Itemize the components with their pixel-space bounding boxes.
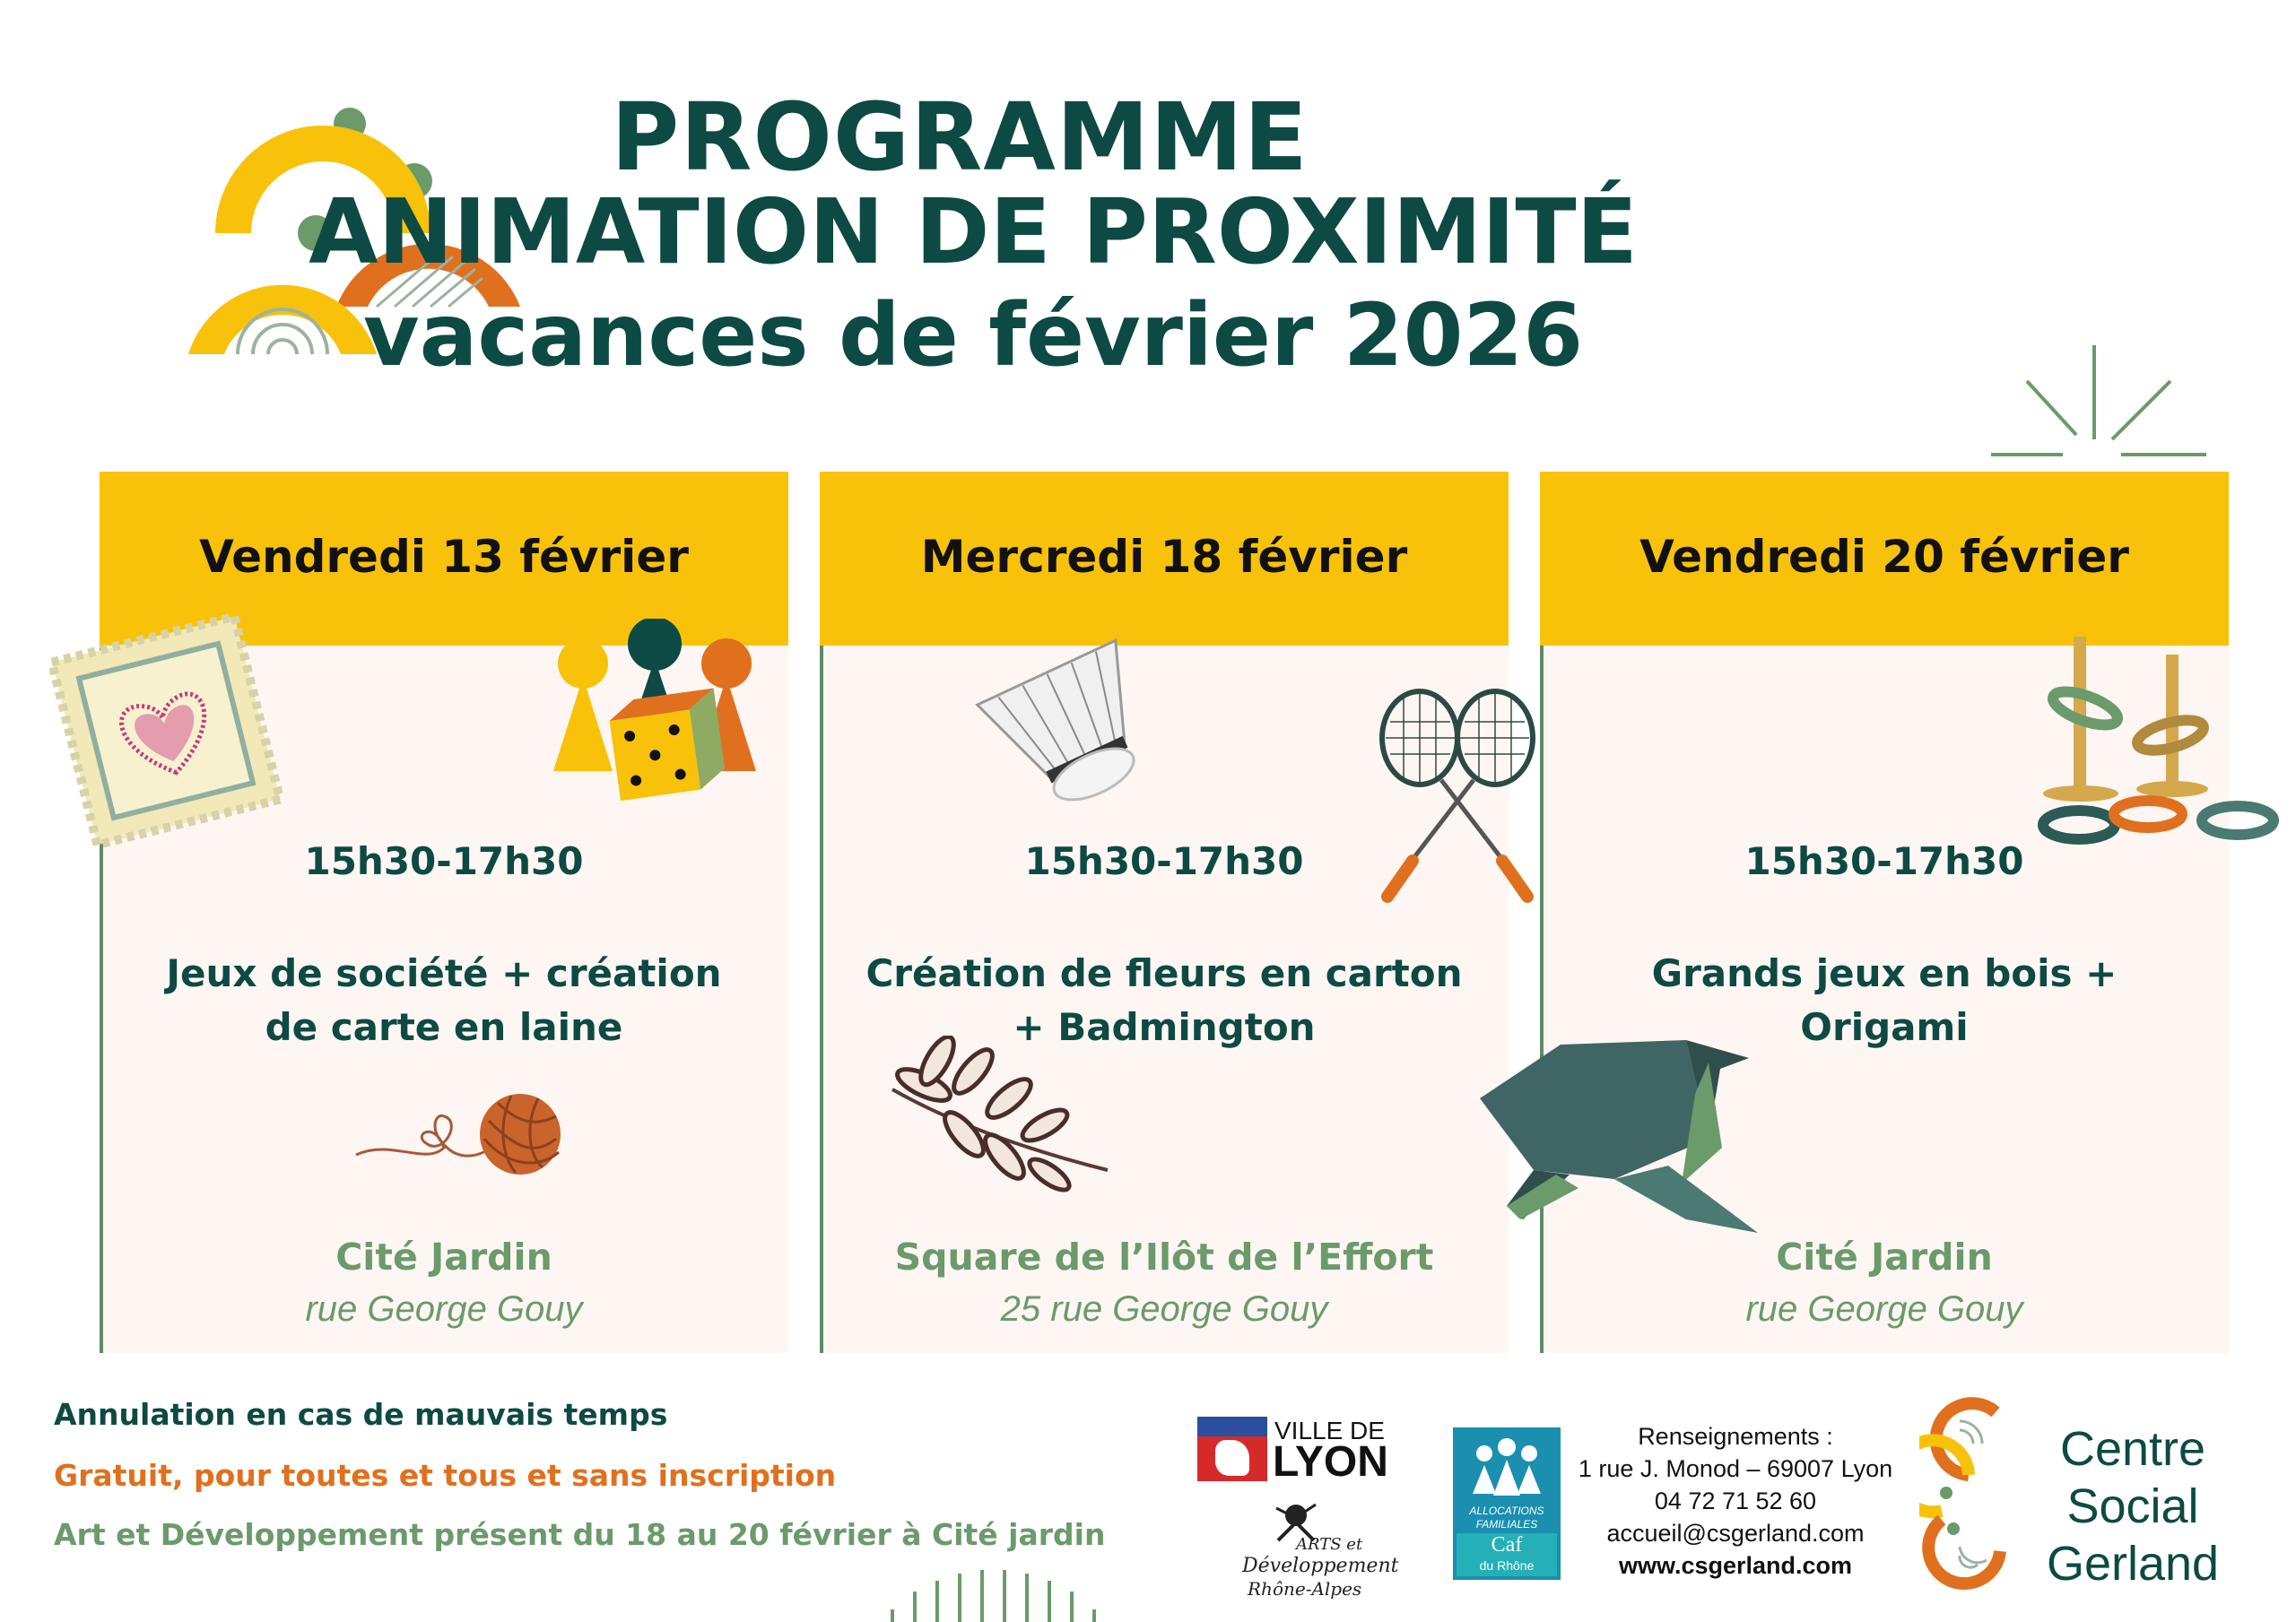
contact-address: 1 rue J. Monod – 69007 Lyon	[1578, 1455, 1893, 1482]
caf-line4: du Rhône	[1479, 1558, 1535, 1573]
day-street: rue George Gouy	[1745, 1289, 2023, 1329]
contact-email[interactable]: accueil@csgerland.com	[1606, 1520, 1865, 1547]
day-activity: Jeux de société + création de carte en laine	[166, 951, 722, 1049]
caf-line3: Caf	[1491, 1533, 1523, 1557]
day-place: Square de l’Ilôt de l’Effort	[894, 1236, 1434, 1279]
day-time: 15h30-17h30	[1024, 839, 1304, 883]
day-street: rue George Gouy	[305, 1289, 583, 1329]
csg-line1: Centre	[2059, 1422, 2206, 1476]
csg-line3: Gerland	[2046, 1537, 2220, 1591]
day-time: 15h30-17h30	[1744, 839, 2024, 883]
day-place: Cité Jardin	[1776, 1236, 1993, 1279]
board-game-pawns-icon	[543, 619, 776, 816]
day-activity: Grands jeux en bois + Origami	[1651, 951, 2118, 1049]
day-activity: Création de fleurs en carton + Badmington	[865, 951, 1463, 1049]
footer-note-weather: Annulation en cas de mauvais temps	[54, 1397, 668, 1432]
contact-phone: 04 72 71 52 60	[1654, 1488, 1817, 1514]
lyon-line2: LYON	[1273, 1438, 1388, 1486]
day-column-1	[100, 472, 788, 1353]
day-header-2	[820, 472, 1509, 646]
caf-family-icon	[1453, 1431, 1561, 1503]
day-date: Mercredi 18 février	[920, 531, 1408, 583]
lyon-line1: VILLE DE	[1274, 1417, 1385, 1444]
footer-note-art: Art et Développement présent du 18 au 20 février à Cité jardin	[54, 1517, 1106, 1552]
arts-developpement-logo	[1242, 1496, 1399, 1603]
ville-de-lyon-logo	[1197, 1417, 1390, 1484]
footer-note-free: Gratuit, pour toutes et tous et sans inscription	[54, 1458, 837, 1493]
day-place: Cité Jardin	[335, 1236, 552, 1279]
day-date: Vendredi 20 février	[1639, 531, 2129, 583]
decorative-bottom-arc	[874, 1565, 1108, 1622]
day-street: 25 rue George Gouy	[1000, 1289, 1328, 1329]
shuttlecock-icon	[964, 632, 1170, 802]
centre-social-gerland-emblem	[1919, 1390, 2018, 1605]
day-time: 15h30-17h30	[304, 839, 584, 883]
sparkle-lines	[1973, 345, 2215, 462]
lyon-lion-emblem	[1197, 1417, 1267, 1481]
leaf-branch-icon	[874, 1036, 1117, 1197]
yarn-ball-icon	[354, 1085, 570, 1184]
title-vacances: vacances de février 2026	[363, 285, 1583, 386]
caf-line2: FAMILIALES	[1475, 1518, 1538, 1531]
origami-frog-icon	[1480, 1040, 1767, 1242]
csg-line2: Social	[2066, 1479, 2199, 1533]
heart-stamp-icon	[49, 614, 283, 847]
title-animation: ANIMATION DE PROXIMITÉ	[309, 179, 1638, 284]
caf-logo	[1453, 1427, 1561, 1580]
caf-line1: ALLOCATIONS	[1469, 1505, 1544, 1517]
contact-block	[1561, 1420, 1910, 1582]
ring-toss-icon	[2036, 619, 2287, 861]
contact-website[interactable]: www.csgerland.com	[1618, 1552, 1853, 1579]
badminton-rackets-icon	[1368, 686, 1547, 910]
contact-label: Renseignements :	[1638, 1423, 1833, 1450]
title-programme: PROGRAMME	[611, 82, 1309, 192]
centre-social-gerland-text	[2007, 1420, 2258, 1592]
day-column-2	[820, 472, 1509, 1353]
arts-line3: Rhône-Alpes	[1248, 1578, 1362, 1600]
arts-line2: Développement	[1242, 1555, 1399, 1577]
day-date: Vendredi 13 février	[199, 531, 689, 583]
arts-line1: ARTS et	[1296, 1535, 1363, 1554]
